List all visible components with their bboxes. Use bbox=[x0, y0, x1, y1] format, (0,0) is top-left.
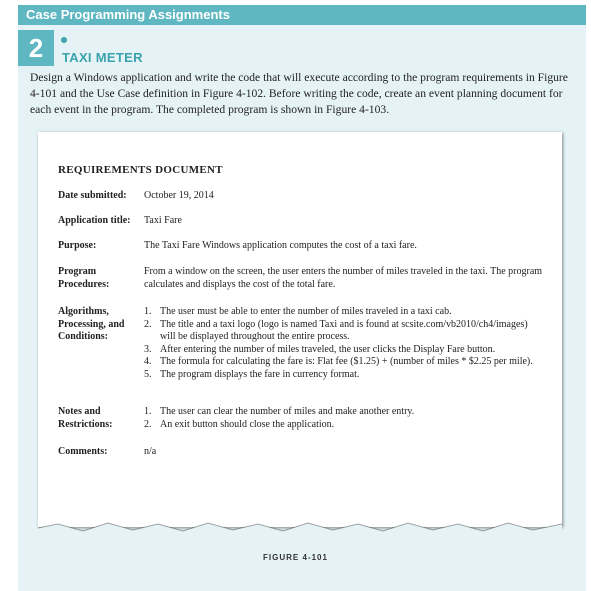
bullet-dot-icon bbox=[61, 37, 67, 43]
comments-label: Comments: bbox=[58, 446, 108, 457]
figure-caption: FIGURE 4-101 bbox=[263, 553, 328, 562]
list-text: The user must be able to enter the number of miles traveled in a taxi cab. bbox=[160, 306, 452, 317]
case-number-badge: 2 bbox=[18, 30, 54, 66]
list-number: 5. bbox=[144, 368, 152, 380]
list-number: 2. bbox=[144, 418, 152, 430]
list-number: 3. bbox=[144, 343, 152, 355]
case-title: TAXI METER bbox=[62, 50, 143, 65]
notes-label-line-2: Restrictions: bbox=[58, 418, 113, 430]
list-text: The program displays the fare in currency format. bbox=[160, 368, 360, 380]
section-header: Case Programming Assignments bbox=[18, 5, 586, 25]
algorithms-label-line-3: Conditions: bbox=[58, 331, 109, 342]
list-item bbox=[144, 356, 544, 369]
list-text: The title and a taxi logo (logo is named Taxi and is found at scsite.com/vb2010/ch4/images) will be displayed throughout the entire process. bbox=[160, 318, 528, 342]
date-label: Date submitted: bbox=[58, 190, 127, 201]
procedures-label-line-1: Program bbox=[58, 266, 97, 277]
document-title: REQUIREMENTS DOCUMENT bbox=[58, 164, 223, 176]
app-title-label: Application title: bbox=[58, 215, 131, 226]
algorithms-label-line-2: Processing, and bbox=[58, 318, 125, 330]
algorithms-label-line-1: Algorithms, bbox=[58, 306, 109, 317]
algorithms-list bbox=[144, 306, 544, 381]
notes-label-line-1: Notes and bbox=[58, 406, 101, 417]
notes-list bbox=[144, 406, 544, 431]
purpose-label: Purpose: bbox=[58, 240, 97, 251]
algorithms-label bbox=[58, 306, 138, 344]
list-item bbox=[144, 369, 544, 382]
comments-value: n/a bbox=[144, 446, 157, 457]
list-text: The user can clear the number of miles and make another entry. bbox=[160, 406, 415, 417]
procedures-value: From a window on the screen, the user enters the number of miles traveled in the taxi. The program calculates and displays the cost of the total fare. bbox=[144, 266, 543, 290]
list-item bbox=[144, 419, 544, 432]
list-number: 2. bbox=[144, 318, 152, 330]
intro-paragraph: Design a Windows application and write the code that will execute according to the program requirements in Figure 4-101 and the Use Case definition in Figure 4-102. Before writing the code, create an event planning document for each event in the program. The completed program is shown in Figure 4-103. bbox=[30, 71, 568, 116]
list-item bbox=[144, 344, 544, 357]
date-value: October 19, 2014 bbox=[144, 190, 214, 201]
app-title-value: Taxi Fare bbox=[144, 215, 182, 226]
torn-edge bbox=[38, 510, 562, 540]
list-number: 1. bbox=[144, 406, 152, 417]
procedures-label-line-2: Procedures: bbox=[58, 278, 110, 290]
list-text: An exit button should close the application. bbox=[160, 418, 335, 430]
procedures-label bbox=[58, 266, 138, 291]
list-item bbox=[144, 406, 544, 419]
purpose-value: The Taxi Fare Windows application computes the cost of a taxi fare. bbox=[144, 240, 417, 251]
list-text: The formula for calculating the fare is: Flat fee ($1.25) + (number of miles * $2.25 per mile). bbox=[160, 356, 533, 367]
list-number: 4. bbox=[144, 356, 152, 367]
notes-label bbox=[58, 406, 138, 431]
list-item bbox=[144, 319, 544, 344]
list-item bbox=[144, 306, 544, 319]
list-number: 1. bbox=[144, 306, 152, 317]
list-text: After entering the number of miles traveled, the user clicks the Display Fare button. bbox=[160, 343, 496, 355]
